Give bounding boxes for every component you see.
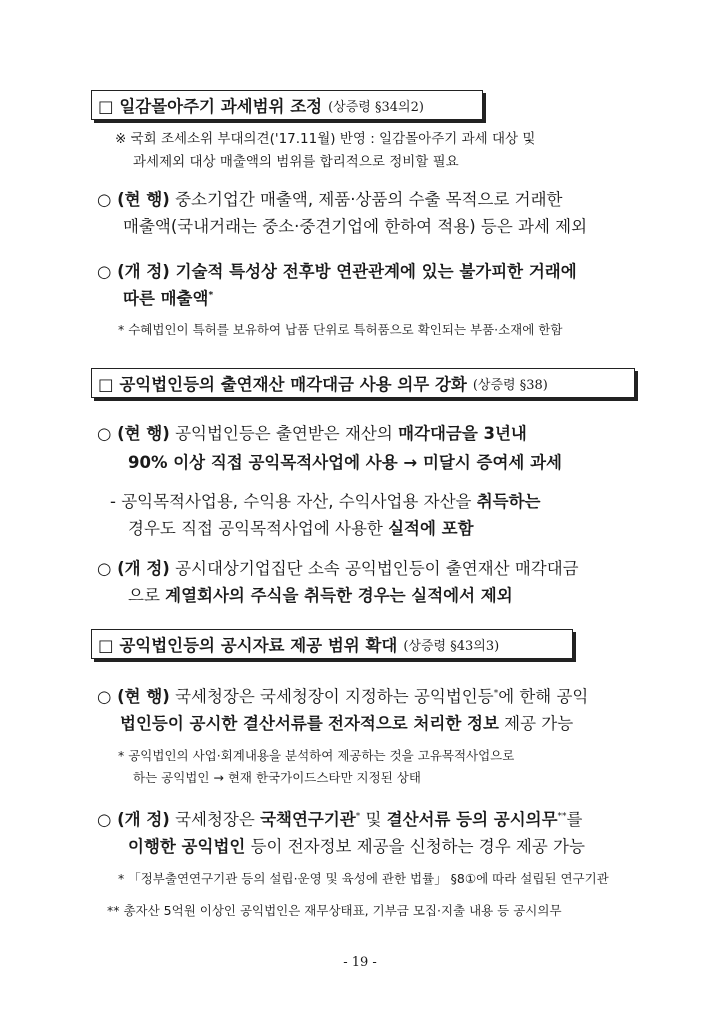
footnote-mark: * [355,811,361,822]
footnote: * 「정부출연연구기관 등의 설립·운영 및 육성에 관한 법률」 §8①에 따라 설립된 연구기관 [118,871,609,886]
current-rule-line: ○ (현 행) 중소기업간 매출액, 제품·상품의 수출 목적으로 거래한 [97,190,563,209]
revised-rule-line: ○ (개 정) 기술적 특성상 전후방 연관관계에 있는 불가피한 거래에 [97,262,577,281]
current-rule-line: 매출액(국내거래는 중소·중견기업에 한하여 적용) 등은 과세 제외 [123,217,588,236]
section-title: □ 공익법인등의 공시자료 제공 범위 확대 [98,636,398,655]
section-header-2 [91,368,635,398]
current-label: ○ (현 행) [97,190,170,209]
footnote: * 공익법인의 사업·회계내용을 분석하여 제공하는 것을 고유목적사업으로 [118,748,515,763]
section-title: □ 공익법인등의 출연재산 매각대금 사용 의무 강화 [98,375,467,394]
current-rule-line: 법인등이 공시한 결산서류를 전자적으로 처리한 정보 제공 가능 [120,714,574,733]
note-line: ※ 국회 조세소위 부대의견('17.11월) 반영 : 일감몰아주기 과세 대상 및 [115,131,536,147]
revised-rule-line: 으로 계열회사의 주식을 취득한 경우는 실적에서 제외 [128,586,513,605]
revised-label: ○ (개 정) [97,262,170,281]
current-rule-line: ○ (현 행) 공익법인등은 출연받은 재산의 매각대금을 3년내 [97,424,527,443]
revised-rule-line: ○ (개 정) 공시대상기업집단 소속 공익법인등이 출연재산 매각대금 [97,559,579,578]
sub-item-line: 경우도 직접 공익목적사업에 사용한 실적에 포함 [128,519,474,538]
page-number: - 19 - [343,955,377,970]
footnote: ** 총자산 5억원 이상인 공익법인은 재무상태표, 기부금 모집·지출 내용 등 공시의무 [107,903,562,918]
footnote-mark: ** [557,811,567,822]
section-reference: (상증령 §43의3) [403,638,500,654]
revised-label: ○ (개 정) [97,810,170,829]
footnote: 하는 공익법인 → 현재 한국가이드스타만 지정된 상태 [133,770,421,785]
revised-rule-line: 따른 매출액* [123,289,214,308]
current-label: ○ (현 행) [97,424,170,443]
current-rule-line: ○ (현 행) 국세청장은 국세청장이 지정하는 공익법인등*에 한해 공익 [97,687,589,706]
current-label: ○ (현 행) [97,687,170,706]
section-header-3 [91,629,573,659]
footnote: * 수혜법인이 특허를 보유하여 납품 단위로 특허품으로 확인되는 부품·소재에 한함 [118,322,563,337]
revised-label: ○ (개 정) [97,559,170,578]
footnote-mark: * [208,290,214,301]
note-line: 과세제외 대상 매출액의 범위를 합리적으로 정비할 필요 [133,154,459,170]
section-title: □ 일감몰아주기 과세범위 조정 [98,97,323,116]
sub-item-line: - 공익목적사업용, 수익용 자산, 수익사업용 자산을 취득하는 [110,492,541,511]
section-reference: (상증령 §34의2) [328,99,424,115]
section-header-1 [91,90,483,120]
revised-rule-line: ○ (개 정) 국세청장은 국책연구기관* 및 결산서류 등의 공시의무**를 [97,810,583,829]
footnote-mark: * [493,688,499,699]
revised-rule-line: 이행한 공익법인 등이 전자정보 제공을 신청하는 경우 제공 가능 [128,837,585,856]
section-reference: (상증령 §38) [472,377,548,393]
current-rule-line: 90% 이상 직접 공익목적사업에 사용 → 미달시 증여세 과세 [128,453,562,472]
